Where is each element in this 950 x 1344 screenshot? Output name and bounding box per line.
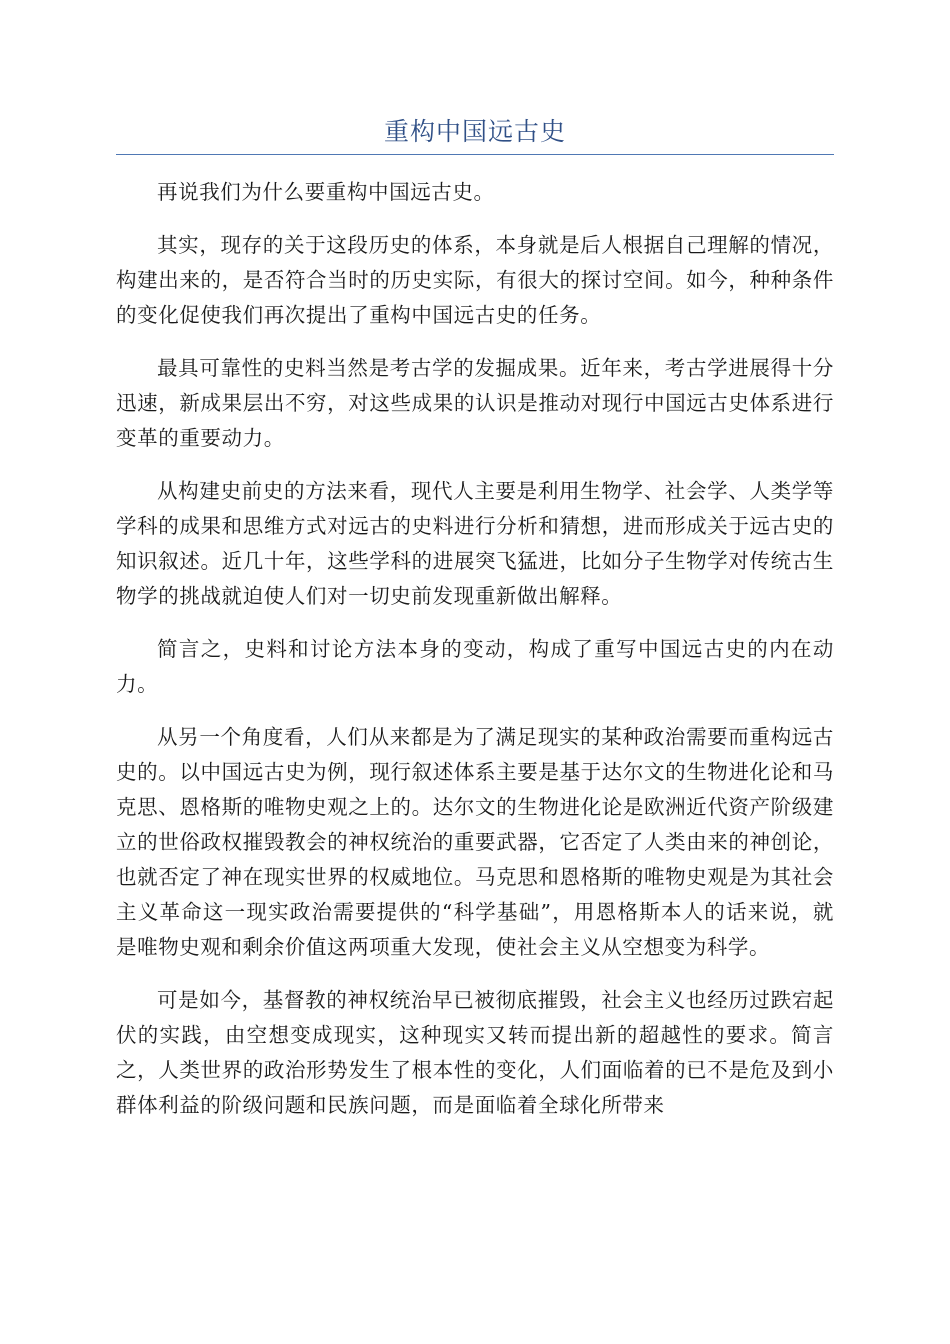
- title-underline: [116, 154, 834, 155]
- document-title: 重构中国远古史: [383, 117, 566, 146]
- paragraph-5: 简言之，史料和讨论方法本身的变动，构成了重写中国远古史的内在动力。: [116, 637, 834, 696]
- paragraph-6: 从另一个角度看，人们从来都是为了满足现实的某种政治需要而重构远古史的。以中国远古史为例，现行叙述体系主要是基于达尔文的生物进化论和马克思、恩格斯的唯物史观之上的。达尔文的生物进化论是欧洲近代资产阶级建立的世俗政权摧毁教会的神权统治的重要武器，它否定了人类由来的神创论，也就否定了神在现实世界的权威地位。马克思和恩格斯的唯物史观是为其社会主义革命这一现实政治需要提供的“科学基础”，用恩格斯本人的话来说，就是唯物史观和剩余价值这两项重大发现，使社会主义从空想变为科学。: [116, 725, 834, 959]
- paragraph-1: 再说我们为什么要重构中国远古史。: [157, 180, 495, 204]
- paragraph-3: 最具可靠性的史料当然是考古学的发掘成果。近年来，考古学进展得十分迅速，新成果层出不穷，对这些成果的认识是推动对现行中国远古史体系进行变革的重要动力。: [116, 356, 834, 450]
- document-body: [116, 175, 834, 1141]
- paragraph-4: 从构建史前史的方法来看，现代人主要是利用生物学、社会学、人类学等学科的成果和思维方式对远古的史料进行分析和猜想，进而形成关于远古史的知识叙述。近几十年，这些学科的进展突飞猛进，比如分子生物学对传统古生物学的挑战就迫使人们对一切史前发现重新做出解释。: [116, 479, 834, 608]
- paragraph-7: 可是如今，基督教的神权统治早已被彻底摧毁，社会主义也经历过跌宕起伏的实践，由空想变成现实，这种现实又转而提出新的超越性的要求。简言之，人类世界的政治形势发生了根本性的变化，人们面临着的已不是危及到小群体利益的阶级问题和民族问题，而是面临着全球化所带来: [116, 988, 834, 1117]
- paragraph-2: 其实，现存的关于这段历史的体系，本身就是后人根据自己理解的情况，构建出来的，是否符合当时的历史实际，有很大的探讨空间。如今，种种条件的变化促使我们再次提出了重构中国远古史的任务。: [116, 233, 834, 327]
